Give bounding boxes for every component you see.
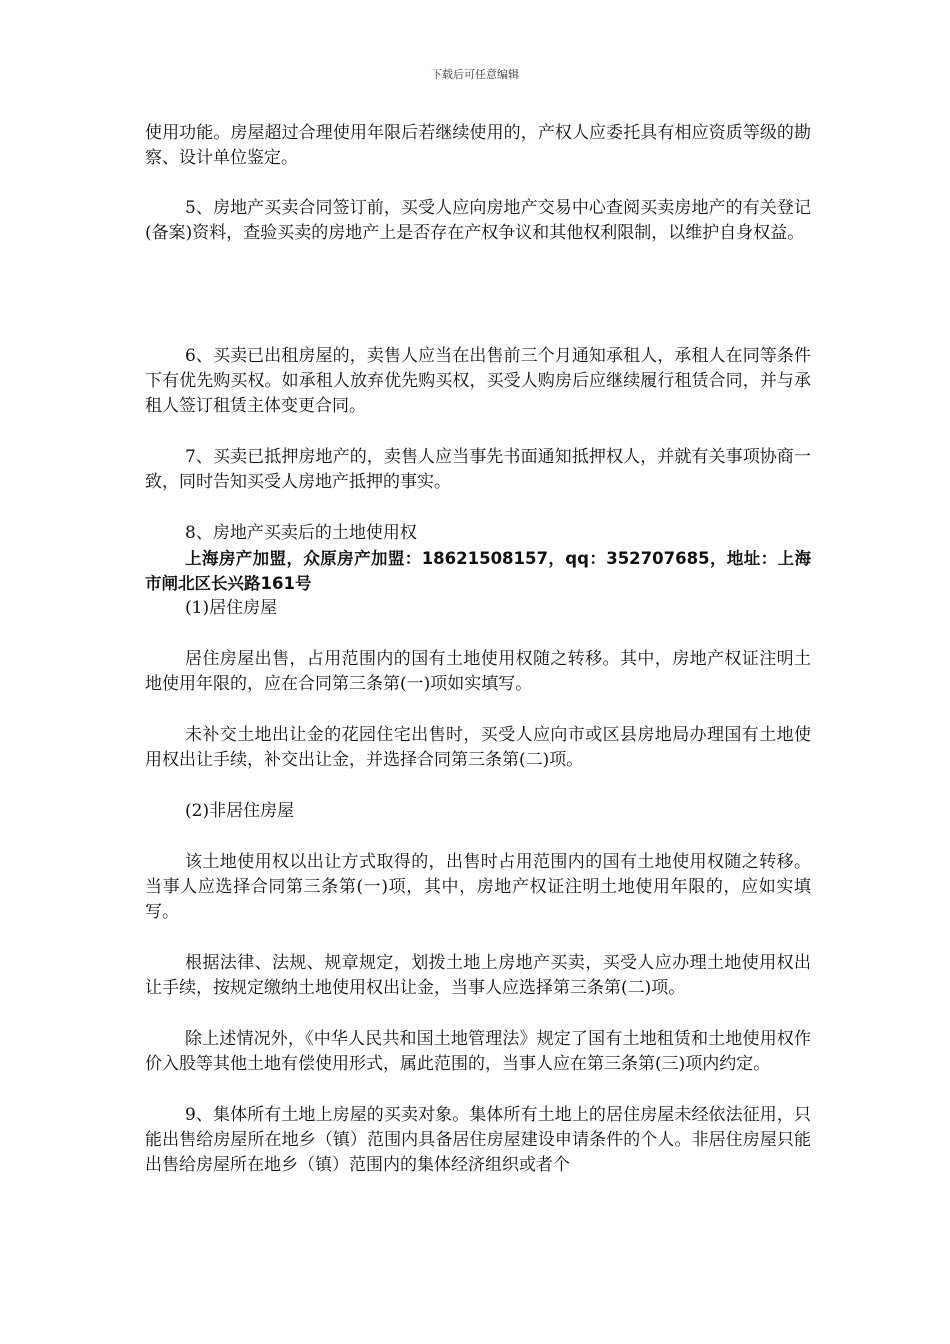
- paragraph-item-9: 9、集体所有土地上房屋的买卖对象。集体所有土地上的居住房屋未经依法征用，只能出售给房屋所在地乡（镇）范围内具备居住房屋建设申请条件的个人。非居住房屋只能出售给房屋所在地乡（镇）范围内的集体经济组织或者个: [145, 1105, 811, 1175]
- subheading-non-residential: (2)非居住房屋: [185, 801, 295, 821]
- paragraph-residential-1: 居住房屋出售，占用范围内的国有土地使用权随之转移。其中，房地产权证注明土地使用年限的，应在合同第三条第(一)项如实填写。: [145, 649, 811, 694]
- paragraph-other-forms: 除上述情况外，《中华人民共和国土地管理法》规定了国有土地租赁和土地使用权作价入股等其他土地有偿使用形式，属此范围的，当事人应在第三条第(三)项内约定。: [145, 1029, 811, 1074]
- document-body: [145, 121, 811, 1178]
- paragraph-item-8-heading: 8、房地产买卖后的土地使用权: [185, 523, 417, 543]
- subheading-residential: (1)居住房屋: [185, 598, 278, 618]
- paragraph-non-residential-1: 该土地使用权以出让方式取得的，出售时占用范围内的国有土地使用权随之转移。当事人应选择合同第三条第(一)项，其中，房地产权证注明土地使用年限的，应如实填写。: [145, 852, 811, 922]
- paragraph-residential-2: 未补交土地出让金的花园住宅出售时，买受人应向市或区县房地局办理国有土地使用权出让手续，补交出让金，并选择合同第三条第(二)项。: [145, 725, 811, 770]
- paragraph-non-residential-2: 根据法律、法规、规章规定，划拨土地上房地产买卖，买受人应办理土地使用权出让手续，按规定缴纳土地使用权出让金，当事人应选择第三条第(二)项。: [145, 953, 811, 998]
- paragraph-item-5: 5、房地产买卖合同签订前，买受人应向房地产交易中心查阅买卖房地产的有关登记(备案)资料，查验买卖的房地产上是否存在产权争议和其他权利限制，以维护自身权益。: [145, 198, 811, 243]
- paragraph-continuation: 使用功能。房屋超过合理使用年限后若继续使用的，产权人应委托具有相应资质等级的勘察、设计单位鉴定。: [145, 123, 811, 168]
- paragraph-item-7: 7、买卖已抵押房地产的，卖售人应当事先书面通知抵押权人，并就有关事项协商一致，同时告知买受人房地产抵押的事实。: [145, 447, 811, 492]
- paragraph-item-6: 6、买卖已出租房屋的，卖售人应当在出售前三个月通知承租人，承租人在同等条件下有优先购买权。如承租人放弃优先购买权，买受人购房后应继续履行租赁合同，并与承租人签订租赁主体变更合同。: [145, 346, 811, 416]
- advertisement-line: 上海房产加盟，众原房产加盟：18621508157，qq：352707685，地址：上海市闸北区长兴路161号: [145, 549, 811, 593]
- page-header: 下载后可任意编辑: [431, 68, 519, 81]
